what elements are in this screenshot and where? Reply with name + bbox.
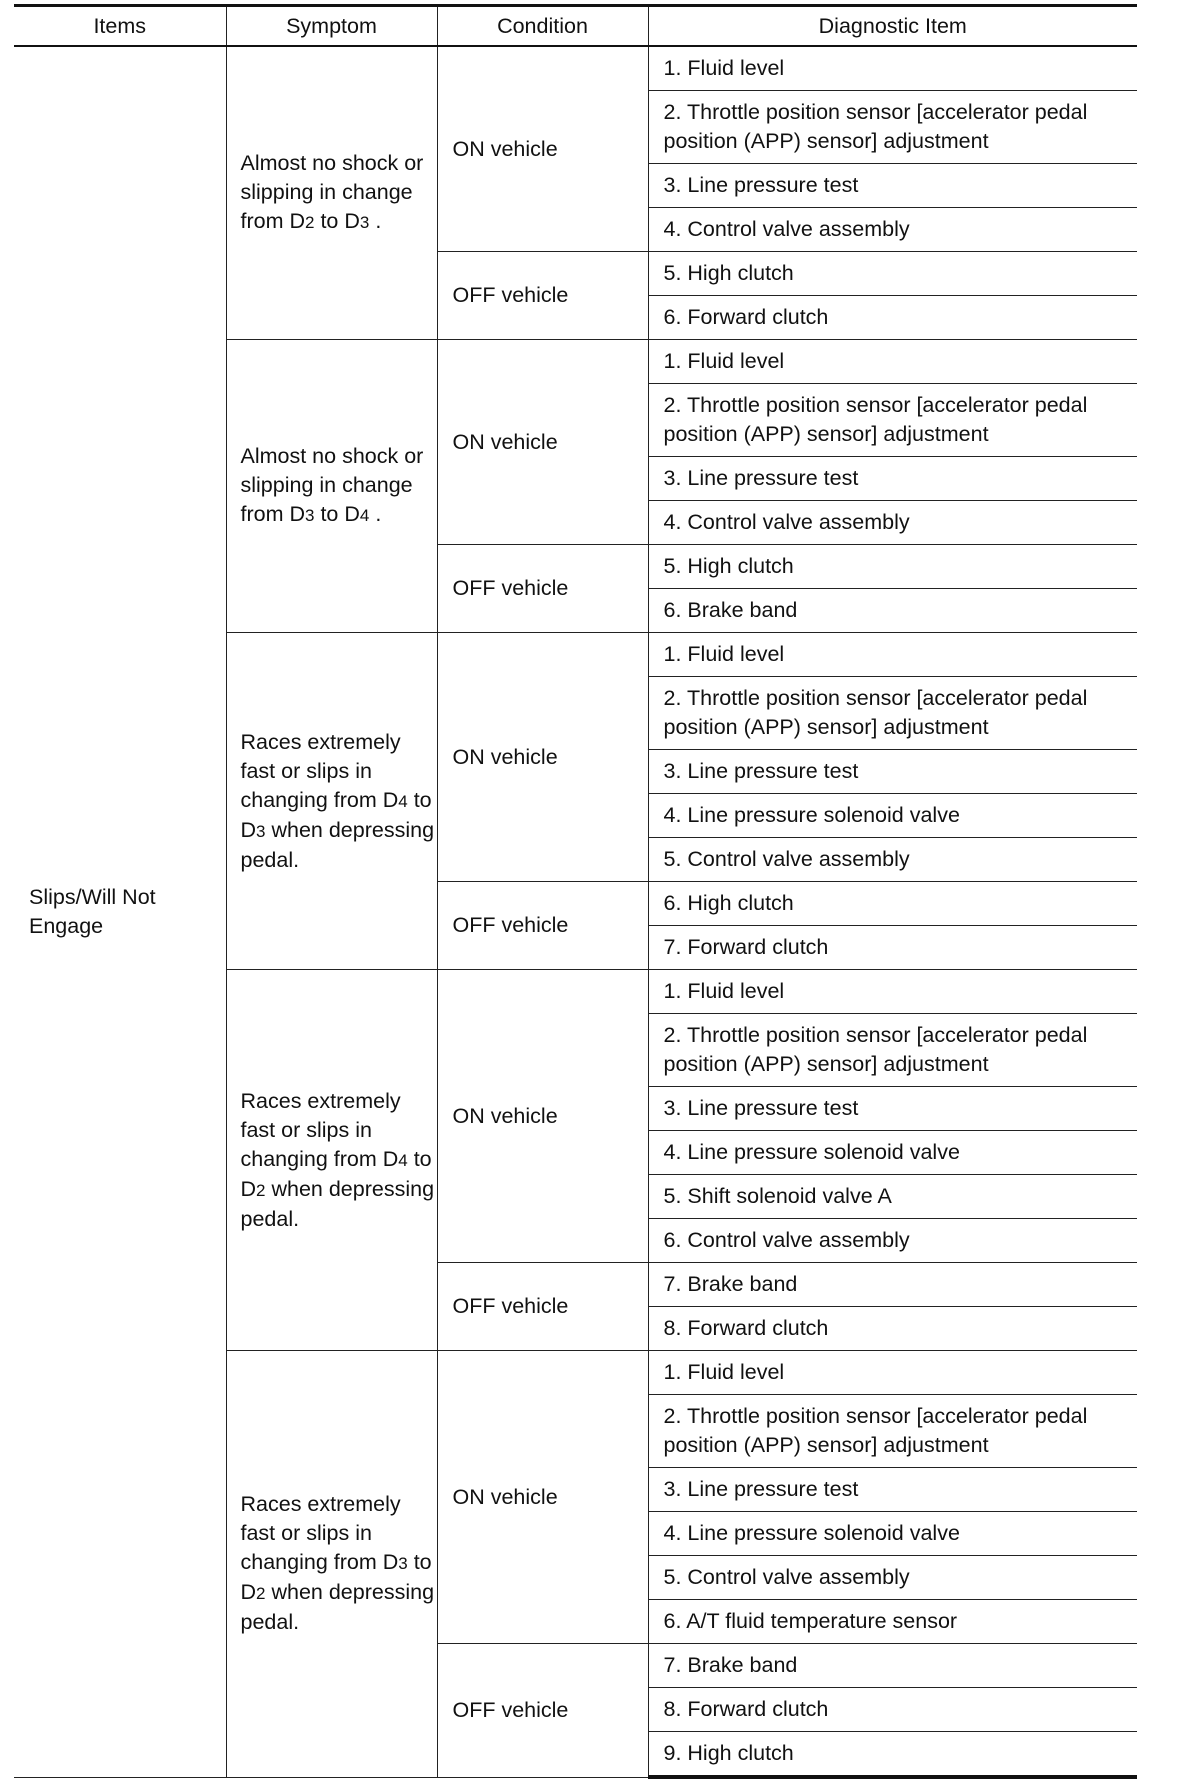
- symptom-cell: [226, 633, 437, 970]
- diagnostic-item-cell: 6. Control valve assembly: [648, 1219, 1137, 1263]
- diagnostic-item-cell: 2. Throttle position sensor [accelerator pedal position (APP) sensor] adjustment: [648, 384, 1137, 457]
- condition-cell: ON vehicle: [437, 970, 648, 1263]
- symptom-cell: [226, 46, 437, 340]
- symptom-text-mid: to D: [240, 1550, 432, 1605]
- diagnostic-item-cell: 7. Brake band: [648, 1263, 1137, 1307]
- diagnostic-table: [14, 4, 1137, 1779]
- condition-cell: ON vehicle: [437, 340, 648, 545]
- symptom-cell: [226, 1351, 437, 1778]
- diagnostic-item-cell: 3. Line pressure test: [648, 1087, 1137, 1131]
- header-diagnostic-item: Diagnostic Item: [648, 6, 1137, 47]
- condition-cell: OFF vehicle: [437, 1263, 648, 1351]
- symptom-text-mid: to D: [240, 1146, 432, 1201]
- symptom-text-b: 2: [256, 1180, 266, 1200]
- symptom-text-b: 3: [359, 213, 370, 232]
- symptom-text-pre: Almost no shock or slipping in change from D: [240, 151, 424, 233]
- condition-cell: OFF vehicle: [437, 882, 648, 970]
- diagnostic-item-cell: 4. Control valve assembly: [648, 501, 1137, 545]
- symptom-text-mid: to D: [314, 502, 360, 526]
- condition-cell: OFF vehicle: [437, 252, 648, 340]
- diagnostic-item-cell: 3. Line pressure test: [648, 750, 1137, 794]
- diagnostic-item-cell: 6. High clutch: [648, 882, 1137, 926]
- diagnostic-item-cell: 2. Throttle position sensor [accelerator pedal position (APP) sensor] adjustment: [648, 677, 1137, 750]
- diagnostic-item-cell: 2. Throttle position sensor [accelerator pedal position (APP) sensor] adjustment: [648, 1014, 1137, 1087]
- symptom-text-post: when depressing pedal.: [240, 817, 435, 872]
- symptom-text-b: 4: [359, 506, 370, 525]
- diagnostic-item-cell: 5. Control valve assembly: [648, 838, 1137, 882]
- table-header: [14, 6, 1137, 47]
- header-row: [14, 6, 1137, 47]
- table-body: [14, 46, 1137, 1777]
- diagnostic-item-cell: 3. Line pressure test: [648, 164, 1137, 208]
- symptom-text-mid: to D: [314, 209, 360, 233]
- diagnostic-item-cell: 5. High clutch: [648, 252, 1137, 296]
- condition-cell: ON vehicle: [437, 633, 648, 882]
- diagnostic-item-cell: 1. Fluid level: [648, 1351, 1137, 1395]
- symptom-text-a: 3: [398, 1554, 408, 1574]
- symptom-text-pre: Races extremely fast or slips in changing from D: [240, 1492, 401, 1575]
- diagnostic-item-cell: 5. Shift solenoid valve A: [648, 1175, 1137, 1219]
- diagnostic-item-cell: 1. Fluid level: [648, 633, 1137, 677]
- items-cell: Slips/Will Not Engage: [14, 46, 226, 1777]
- diagnostic-item-cell: 3. Line pressure test: [648, 457, 1137, 501]
- symptom-cell: [226, 970, 437, 1351]
- symptom-text-pre: Races extremely fast or slips in changing from D: [240, 729, 401, 812]
- symptom-text-post: when depressing pedal.: [240, 1176, 435, 1231]
- header-condition: Condition: [437, 6, 648, 47]
- diagnostic-item-cell: 2. Throttle position sensor [accelerator pedal position (APP) sensor] adjustment: [648, 91, 1137, 164]
- diagnostic-item-cell: 1. Fluid level: [648, 340, 1137, 384]
- symptom-text-a: 4: [398, 1150, 408, 1170]
- diagnostic-item-cell: 4. Line pressure solenoid valve: [648, 1131, 1137, 1175]
- symptom-text-pre: Races extremely fast or slips in changing from D: [240, 1088, 401, 1171]
- symptom-text-mid: to D: [240, 787, 432, 842]
- symptom-text-b: 2: [256, 1584, 266, 1604]
- diagnostic-item-cell: 8. Forward clutch: [648, 1688, 1137, 1732]
- symptom-cell: [226, 340, 437, 633]
- diagnostic-item-cell: 4. Line pressure solenoid valve: [648, 794, 1137, 838]
- condition-cell: ON vehicle: [437, 46, 648, 252]
- diagnostic-item-cell: 1. Fluid level: [648, 970, 1137, 1014]
- diagnostic-item-cell: 7. Brake band: [648, 1644, 1137, 1688]
- diagnostic-item-cell: 6. A/T fluid temperature sensor: [648, 1600, 1137, 1644]
- diagnostic-item-cell: 6. Forward clutch: [648, 296, 1137, 340]
- condition-cell: OFF vehicle: [437, 545, 648, 633]
- condition-cell: ON vehicle: [437, 1351, 648, 1644]
- symptom-text-pre: Almost no shock or slipping in change from D: [240, 444, 424, 526]
- diagnostic-item-cell: 2. Throttle position sensor [accelerator pedal position (APP) sensor] adjustment: [648, 1395, 1137, 1468]
- symptom-text-post: when depressing pedal.: [240, 1580, 435, 1635]
- header-symptom: Symptom: [226, 6, 437, 47]
- symptom-text-a: 4: [398, 791, 408, 811]
- diagnostic-item-cell: 8. Forward clutch: [648, 1307, 1137, 1351]
- symptom-text-post: .: [369, 209, 382, 233]
- symptom-text-post: .: [369, 502, 382, 526]
- symptom-text-b: 3: [256, 821, 266, 841]
- diagnostic-item-cell: 5. Control valve assembly: [648, 1556, 1137, 1600]
- diagnostic-item-cell: 5. High clutch: [648, 545, 1137, 589]
- diagnostic-item-cell: 9. High clutch: [648, 1732, 1137, 1778]
- symptom-text-a: 3: [305, 506, 315, 525]
- diagnostic-item-cell: 4. Control valve assembly: [648, 208, 1137, 252]
- header-items: Items: [14, 6, 226, 47]
- diagnostic-item-cell: 6. Brake band: [648, 589, 1137, 633]
- diagnostic-item-cell: 7. Forward clutch: [648, 926, 1137, 970]
- diagnostic-item-cell: 1. Fluid level: [648, 46, 1137, 91]
- table-row: [14, 46, 1137, 91]
- symptom-text-a: 2: [305, 213, 315, 232]
- condition-cell: OFF vehicle: [437, 1644, 648, 1778]
- diagnostic-item-cell: 4. Line pressure solenoid valve: [648, 1512, 1137, 1556]
- diagnostic-item-cell: 3. Line pressure test: [648, 1468, 1137, 1512]
